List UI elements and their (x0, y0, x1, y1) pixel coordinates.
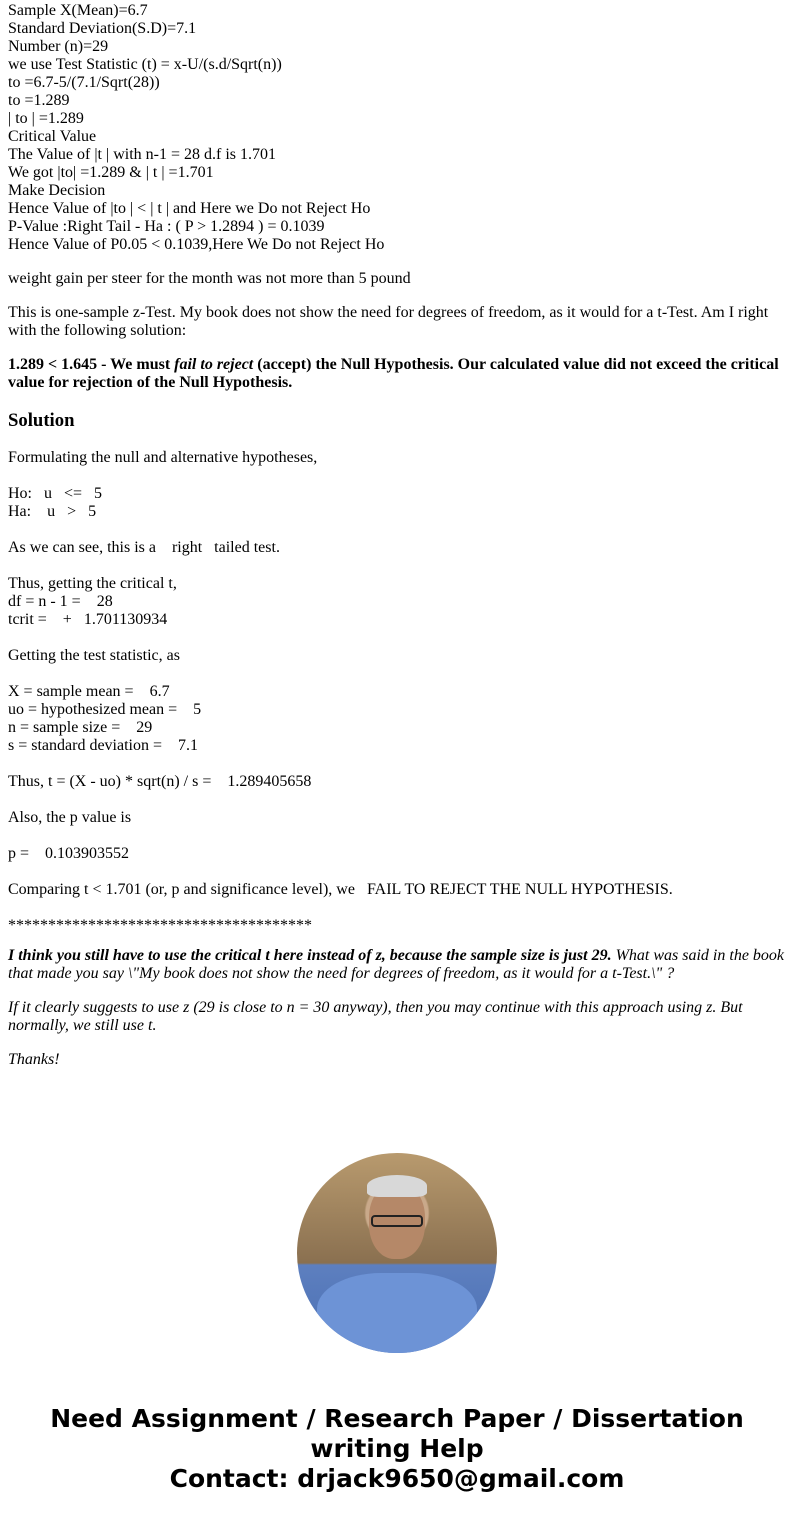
solution-line: df = n - 1 = 28 (8, 593, 113, 610)
solution-line: X = sample mean = 6.7 (8, 683, 170, 700)
given-line: We got |to| =1.289 & | t | =1.701 (8, 164, 214, 181)
answer-part-1: 1.289 < 1.645 - We must (8, 356, 175, 373)
solution-line: ************************************** (8, 917, 312, 934)
solution-line: tcrit = + 1.701130934 (8, 611, 168, 628)
footer-banner (0, 1404, 794, 1494)
solution-line: p = 0.103903552 (8, 845, 130, 862)
comment-rest: What was said in the book that made you say \"My book does not show the need for degrees of freedom, as it would for a t-Test.\" ? (8, 947, 785, 982)
given-line: | to | =1.289 (8, 110, 84, 127)
solution-line (8, 899, 786, 917)
proposed-answer (8, 356, 786, 392)
given-line: P-Value :Right Tail - Ha : ( P > 1.2894 ) = 0.1039 (8, 218, 325, 235)
given-line: Standard Deviation(S.D)=7.1 (8, 20, 197, 37)
given-line: Critical Value (8, 128, 97, 145)
given-line: Hence Value of P0.05 < 0.1039,Here We Do not Reject Ho (8, 236, 385, 253)
content (8, 2, 786, 1085)
author-avatar (297, 1153, 497, 1353)
solution-line (8, 863, 786, 881)
solution-line (8, 791, 786, 809)
solution-line: Thus, t = (X - uo) * sqrt(n) / s = 1.289405658 (8, 773, 312, 790)
given-data (8, 2, 786, 254)
footer-contact: Contact: drjack9650@gmail.com (169, 1464, 625, 1493)
given-line: to =1.289 (8, 92, 70, 109)
given-line: to =6.7-5/(7.1/Sqrt(28)) (8, 74, 160, 91)
solution-line: As we can see, this is a right tailed test. (8, 539, 280, 556)
question: This is one-sample z-Test. My book does not show the need for degrees of freedom, as it would for a t-Test. Am I right with the following solution: (8, 304, 769, 339)
answer-emphasis: fail to reject (174, 356, 254, 373)
solution-line: Comparing t < 1.701 (or, p and significance level), we FAIL TO REJECT THE NULL HYPOTHESIS. (8, 881, 673, 898)
comment-2: If it clearly suggests to use z (29 is close to n = 30 anyway), then you may continue with this approach using z. But normally, we still use t. (8, 999, 743, 1034)
solution-heading: Solution (8, 410, 75, 431)
solution-line (8, 755, 786, 773)
comment (8, 947, 786, 983)
given-line: The Value of |t | with n-1 = 28 d.f is 1.701 (8, 146, 276, 163)
solution-line (8, 827, 786, 845)
solution-line (8, 467, 786, 485)
solution-body (8, 449, 786, 935)
solution-line: n = sample size = 29 (8, 719, 153, 736)
given-line: Number (n)=29 (8, 38, 109, 55)
solution-line: Also, the p value is (8, 809, 132, 826)
given-line: we use Test Statistic (t) = x-U/(s.d/Sqrt(n)) (8, 56, 282, 73)
solution-line: Thus, getting the critical t, (8, 575, 177, 592)
given-line: Hence Value of |to | < | t | and Here we Do not Reject Ho (8, 200, 371, 217)
solution-line: Getting the test statistic, as (8, 647, 180, 664)
answer-part-2: (accept) the Null Hypothesis. Our calculated value did not exceed the critical value for rejection of the Null Hypothesis. (8, 356, 779, 391)
solution-line (8, 521, 786, 539)
thanks: Thanks! (8, 1051, 60, 1068)
solution-line: Formulating the null and alternative hypotheses, (8, 449, 318, 466)
given-line: Sample X(Mean)=6.7 (8, 2, 148, 19)
comment-bold: I think you still have to use the critical t here instead of z, because the sample size is just 29. (8, 947, 612, 964)
solution-line (8, 557, 786, 575)
solution-line (8, 665, 786, 683)
solution-line: uo = hypothesized mean = 5 (8, 701, 202, 718)
solution-line (8, 629, 786, 647)
footer-line-1: Need Assignment / Research Paper / Dissertation writing Help (50, 1404, 744, 1463)
solution-line: Ha: u > 5 (8, 503, 97, 520)
solution-line: Ho: u <= 5 (8, 485, 103, 502)
given-line: Make Decision (8, 182, 106, 199)
solution-line: s = standard deviation = 7.1 (8, 737, 199, 754)
claim: weight gain per steer for the month was not more than 5 pound (8, 270, 411, 287)
